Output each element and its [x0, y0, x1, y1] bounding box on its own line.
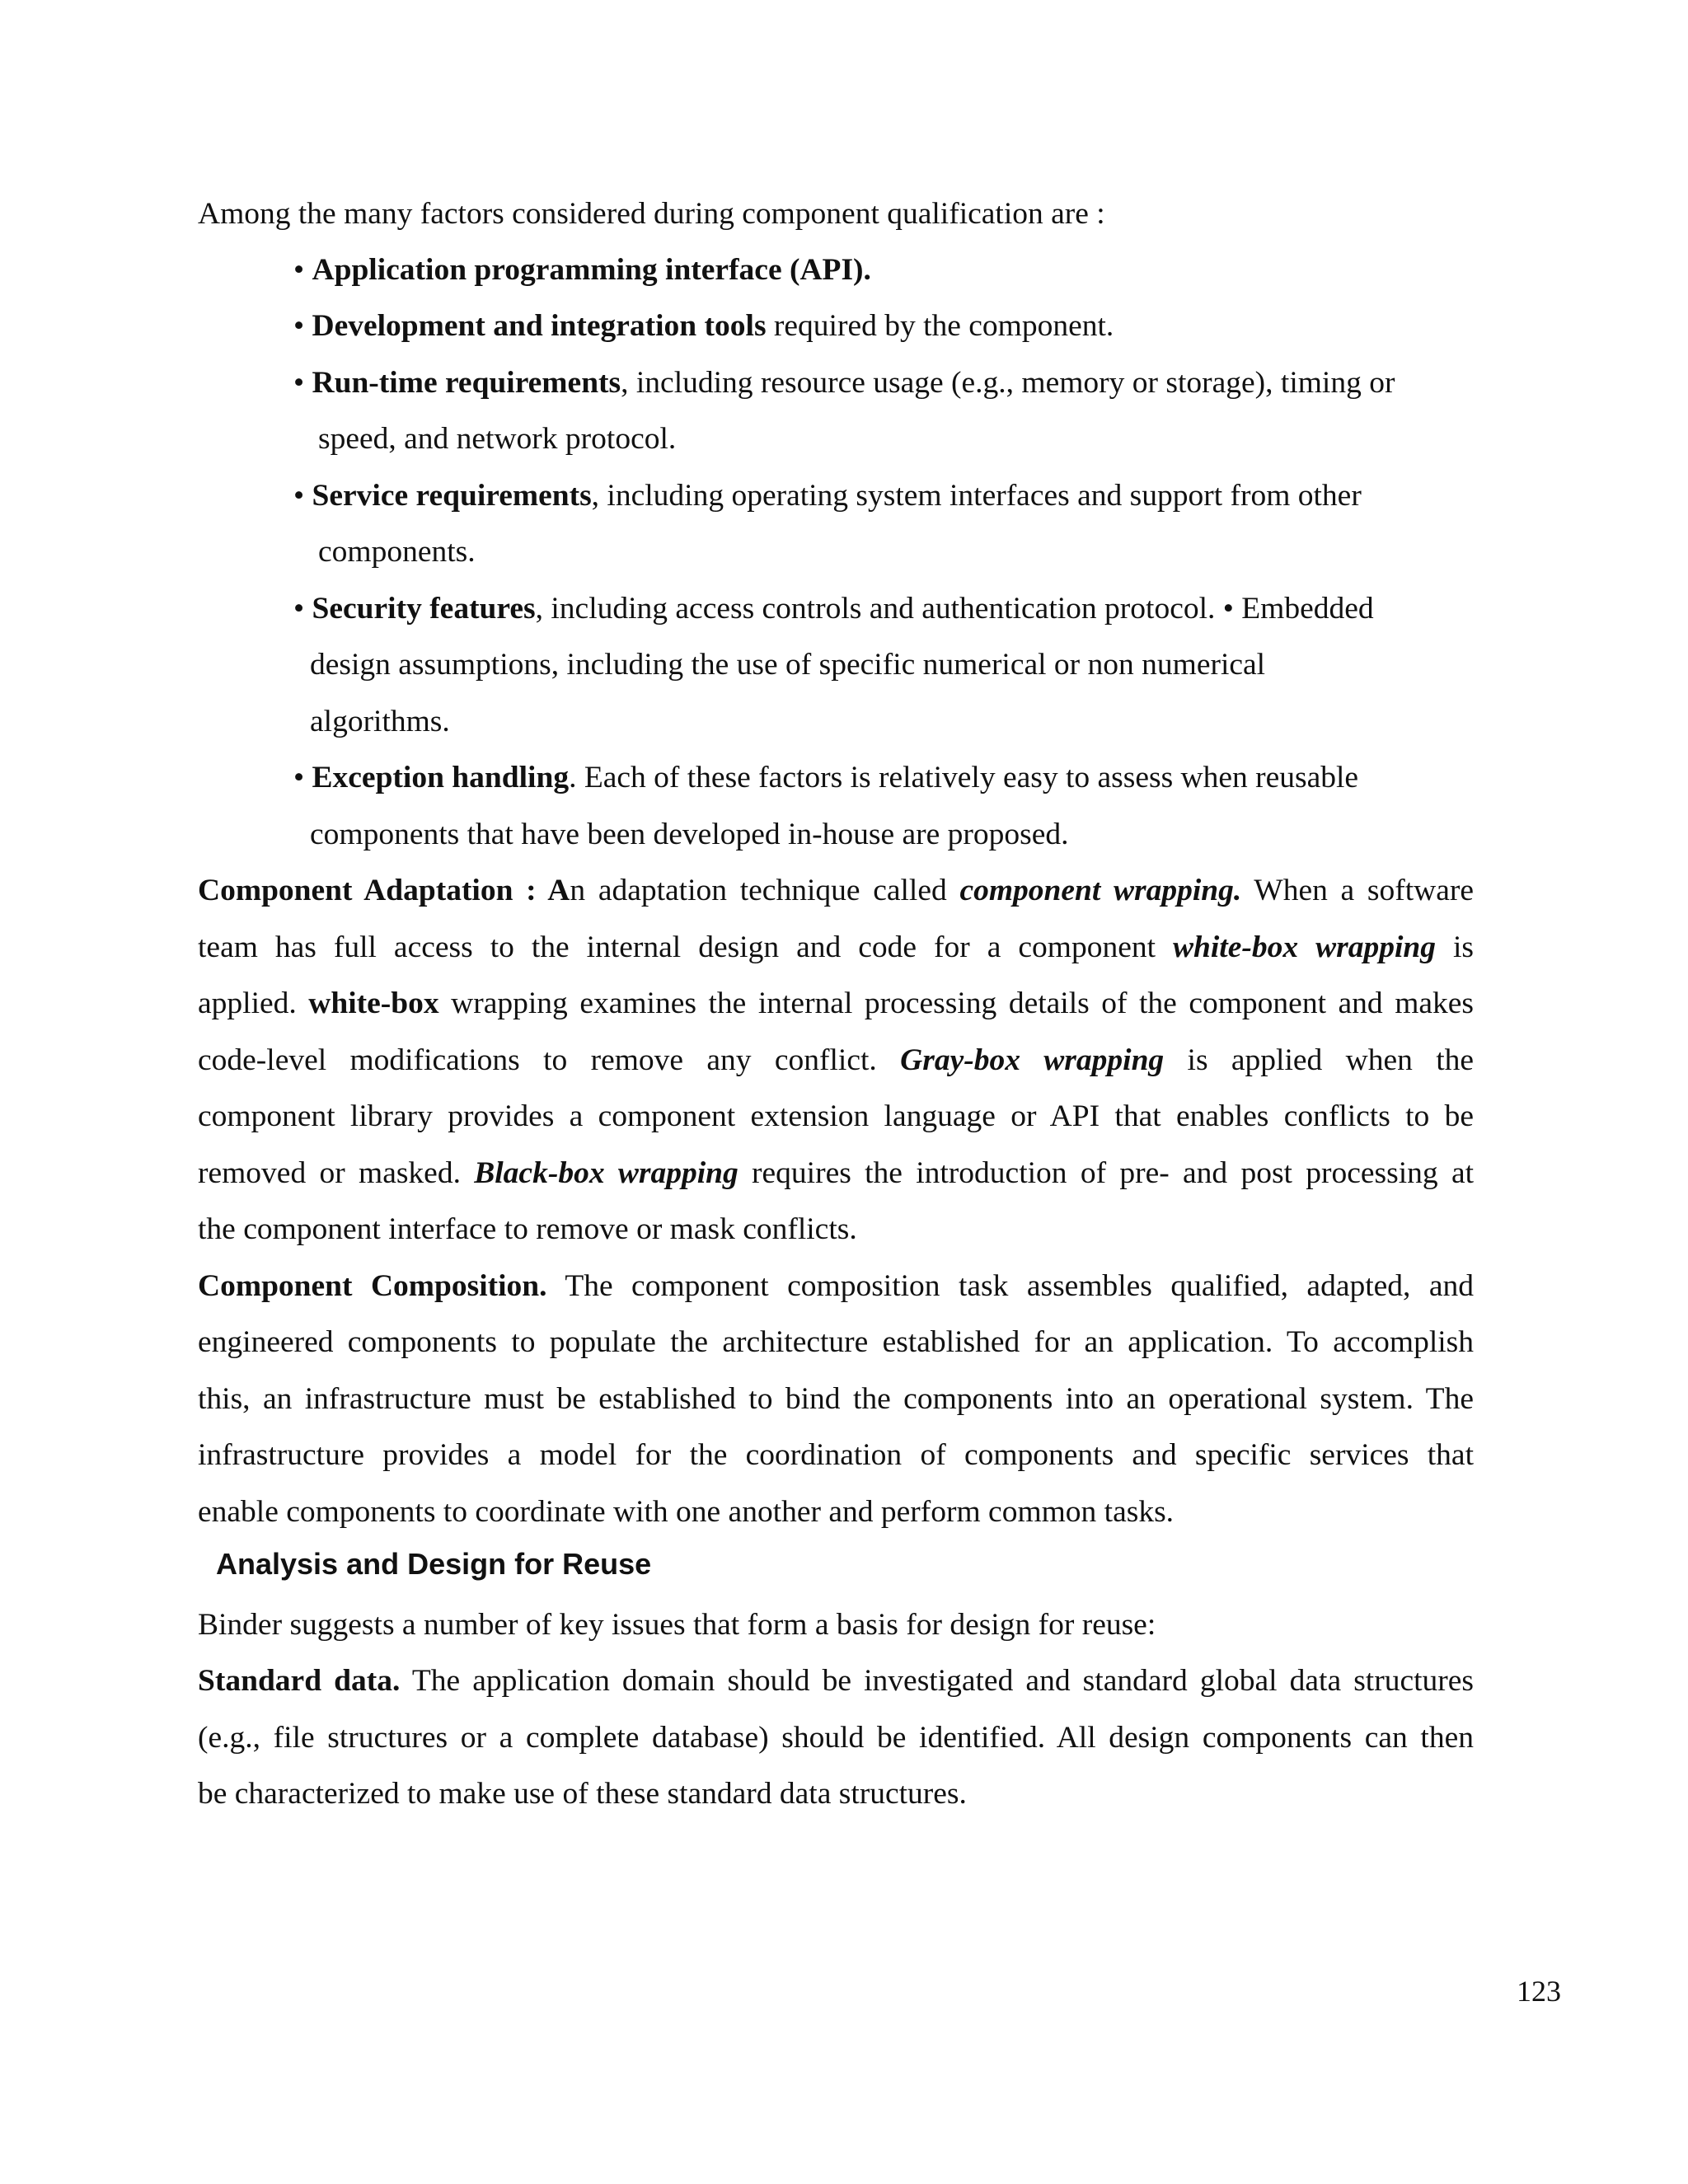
page-number: 123	[1517, 1975, 1561, 2008]
adaptation-line-4	[198, 1041, 1474, 1080]
factor-text: , including access controls and authentication protocol. • Embedded	[535, 592, 1374, 626]
factor-runtime	[293, 363, 1395, 403]
adaptation-text: is applied when the	[1164, 1043, 1475, 1077]
black-box-wrapping-term: Black-box wrapping	[474, 1156, 738, 1190]
bullet: •	[293, 366, 305, 400]
bullet: •	[293, 253, 305, 287]
factor-term: Security features	[312, 592, 536, 626]
adaptation-line-7	[198, 1210, 857, 1249]
composition-text: enable components to coordinate with one another and perform common tasks.	[198, 1495, 1175, 1529]
binder-text: Binder suggests a number of key issues that form a basis for design for reuse:	[198, 1608, 1156, 1642]
bullet: •	[293, 479, 305, 513]
adaptation-line-1	[198, 871, 1474, 911]
adaptation-text: wrapping examines the internal processing details of the component and makes	[438, 987, 1474, 1020]
standard-data-text: The application domain should be investigated and standard global data structures	[400, 1664, 1475, 1698]
white-box-term: white-box	[308, 987, 439, 1020]
adaptation-text: requires the introduction of pre- and post processing at	[738, 1156, 1475, 1190]
factor-exception-continued	[310, 815, 1069, 855]
factor-service	[293, 476, 1362, 516]
gray-box-wrapping-term: Gray-box wrapping	[900, 1043, 1165, 1077]
factor-term: Exception handling	[312, 761, 570, 794]
composition-line-1	[198, 1267, 1474, 1306]
factor-runtime-continued	[318, 419, 676, 459]
standard-data-line-2	[198, 1718, 1474, 1758]
factor-security-continued-2	[310, 702, 450, 742]
factor-text: components.	[318, 535, 476, 569]
adaptation-text: applied.	[198, 987, 309, 1020]
factor-tools	[293, 307, 1114, 346]
composition-line-4	[198, 1436, 1474, 1475]
factor-security-continued	[310, 645, 1265, 685]
adaptation-text: removed or masked.	[198, 1156, 475, 1190]
binder-line	[198, 1605, 1156, 1645]
composition-line-5	[198, 1493, 1174, 1532]
factor-service-continued	[318, 532, 476, 572]
standard-data-line-3	[198, 1774, 967, 1814]
bullet: •	[293, 592, 305, 626]
adaptation-term: Component Adaptation : A	[198, 874, 570, 907]
component-wrapping-term: component wrapping.	[959, 874, 1242, 907]
adaptation-text: component library provides a component extension language or API that enables conflicts to be	[198, 1099, 1474, 1133]
composition-line-3	[198, 1380, 1474, 1419]
adaptation-text: team has full access to the internal design and code for a component	[198, 930, 1174, 964]
adaptation-line-2	[198, 928, 1474, 968]
composition-line-2	[198, 1323, 1474, 1362]
factor-term: Development and integration tools	[312, 309, 767, 343]
adaptation-text: n adaptation technique called	[570, 874, 960, 907]
adaptation-line-3	[198, 984, 1474, 1024]
factor-text: , including operating system interfaces and support from other	[591, 479, 1362, 513]
standard-data-text: (e.g., file structures or a complete database) should be identified. All design components can then	[198, 1721, 1474, 1755]
factor-term: Service requirements	[312, 479, 592, 513]
composition-text: this, an infrastructure must be established to bind the components into an operational system. The	[198, 1382, 1474, 1416]
factor-text: , including resource usage (e.g., memory or storage), timing or	[621, 366, 1395, 400]
composition-text: infrastructure provides a model for the coordination of components and specific services that	[198, 1438, 1474, 1472]
standard-data-text: be characterized to make use of these standard data structures.	[198, 1777, 967, 1811]
adaptation-text: is	[1435, 930, 1474, 964]
adaptation-line-6	[198, 1154, 1474, 1193]
section-heading: Analysis and Design for Reuse	[216, 1547, 652, 1581]
adaptation-text: the component interface to remove or mask conflicts.	[198, 1212, 857, 1246]
adaptation-text: code-level modifications to remove any conflict.	[198, 1043, 901, 1077]
intro-line	[198, 194, 1105, 234]
factor-text: design assumptions, including the use of specific numerical or non numerical	[310, 648, 1266, 682]
factor-term: Application programming interface (API).	[312, 253, 871, 287]
standard-data-term: Standard data.	[198, 1664, 401, 1698]
adaptation-line-5	[198, 1097, 1474, 1137]
bullet: •	[293, 761, 305, 794]
factor-security	[293, 589, 1374, 629]
intro-text: Among the many factors considered during component qualification are :	[198, 197, 1105, 231]
white-box-wrapping-term: white-box wrapping	[1173, 930, 1436, 964]
adaptation-text: When a software	[1241, 874, 1475, 907]
factor-text: components that have been developed in-house are proposed.	[310, 818, 1069, 851]
bullet: •	[293, 309, 305, 343]
composition-text: The component composition task assembles qualified, adapted, and	[546, 1269, 1474, 1303]
factor-text: required by the component.	[766, 309, 1114, 343]
composition-term: Component Composition.	[198, 1269, 547, 1303]
composition-text: engineered components to populate the architecture established for an application. To accomplish	[198, 1325, 1474, 1359]
factor-text: . Each of these factors is relatively easy to assess when reusable	[569, 761, 1359, 794]
factor-exception	[293, 758, 1358, 798]
factor-text: speed, and network protocol.	[318, 422, 677, 456]
factor-text: algorithms.	[310, 705, 450, 738]
standard-data-line-1	[198, 1661, 1474, 1701]
factor-api	[293, 251, 871, 290]
factor-term: Run-time requirements	[312, 366, 621, 400]
